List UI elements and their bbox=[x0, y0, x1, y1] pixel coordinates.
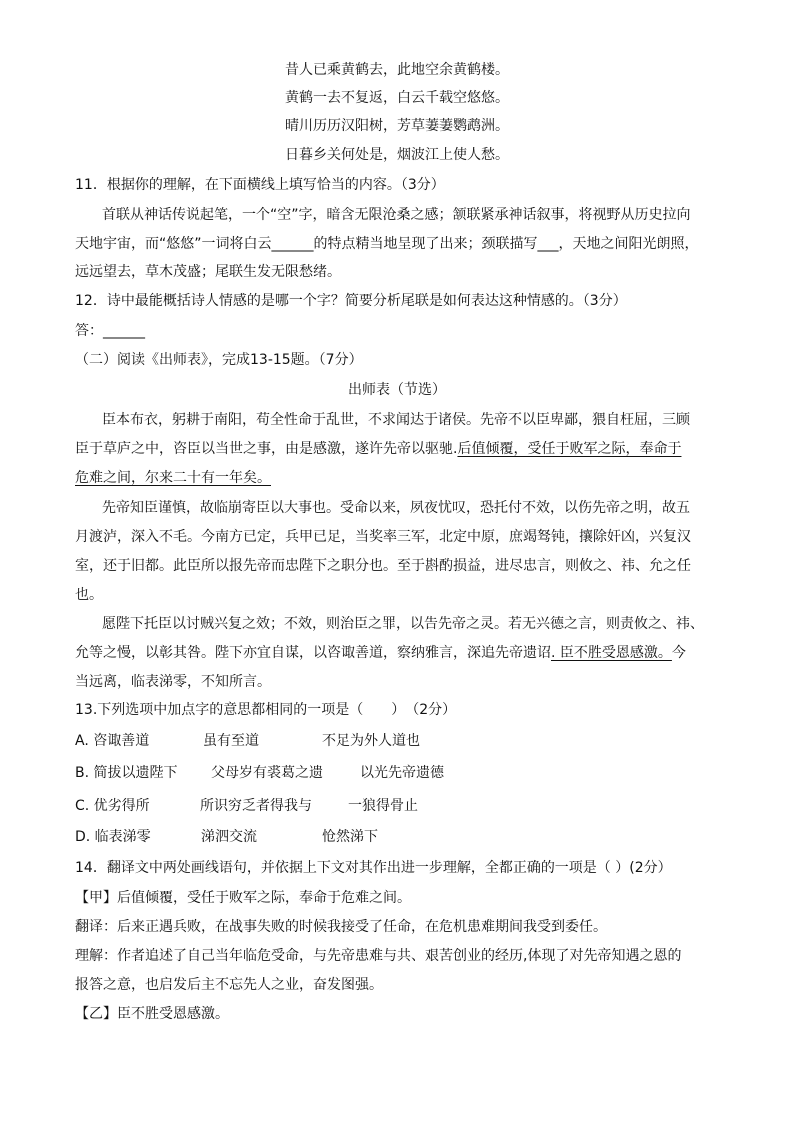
passage-p3-line-2 bbox=[75, 643, 686, 663]
passage-p2-line-4: 也。 bbox=[75, 587, 103, 603]
q11-title: 11．根据你的理解，在下面横线上填写恰当的内容。（3分） bbox=[75, 177, 445, 193]
passage-p2-line-1: 先帝知臣谨慎，故临崩寄臣以大事也。受命以来，夙夜忧叹，恐托付不效，以伤先帝之明，故五 bbox=[102, 500, 690, 516]
option-label: C. 优劣得所 bbox=[75, 798, 150, 814]
underlined-sentence-yi: . 臣不胜受恩感激。 bbox=[551, 645, 672, 661]
option-label: A. 咨诹善道 bbox=[75, 733, 150, 749]
poem-line-1: 昔人已乘黄鹤去，此地空余黄鹤楼。 bbox=[285, 62, 509, 78]
option-compare-2: 一狼得骨止 bbox=[348, 798, 418, 814]
poem-line-4: 日暮乡关何处是，烟波江上使人愁。 bbox=[285, 147, 509, 163]
poem-line-3: 晴川历历汉阳树，芳草萋萋鹦鹉洲。 bbox=[285, 118, 509, 134]
passage-text: 臣于草庐之中，咨臣以当世之事，由是感激，遂许先帝以驱驰. bbox=[75, 441, 458, 457]
q12-title: 12．诗中最能概括诗人情感的是哪一个字？简要分析尾联是如何表达这种情感的。（3分） bbox=[75, 293, 627, 309]
passage-p3-line-3: 当远离，临表涕零，不知所言。 bbox=[75, 674, 271, 690]
passage-p1-line-3 bbox=[75, 468, 271, 488]
passage-p2-line-2: 月渡泸，深入不毛。今南方已定，兵甲已足，当奖率三军，北定中原，庶竭驽钝，攘除奸凶，兴复汉 bbox=[75, 529, 691, 545]
poem-line-2: 黄鹤一去不复返，白云千载空悠悠。 bbox=[285, 90, 509, 106]
option-label: D. 临表涕零 bbox=[75, 829, 151, 845]
option-compare-1: 涕泗交流 bbox=[201, 829, 257, 845]
option-compare-1: 虽有至道 bbox=[203, 733, 259, 749]
q14-understanding-line-1: 理解：作者追述了自己当年临危受命，与先帝患难与共、艰苦创业的经历,体现了对先帝知遇之恩的 bbox=[75, 948, 682, 964]
underlined-sentence-jia-cont: 危难之间，尔来二十有一年矣。 bbox=[75, 470, 271, 486]
q14-understanding-line-2: 报答之意，也启发后主不忘先人之业，奋发图强。 bbox=[75, 977, 383, 993]
passage-p1-line-1: 臣本布衣，躬耕于南阳，苟全性命于乱世，不求闻达于诸侯。先帝不以臣卑鄙，猥自枉屈，三顾 bbox=[102, 412, 690, 428]
q11-paragraph-line-3: 远远望去，草木茂盛；尾联生发无限愁绪。 bbox=[75, 264, 341, 280]
passage-p2-line-3: 室，还于旧都。此臣所以报先帝而忠陛下之职分也。至于斟酌损益，进尽忠言，则攸之、祎、允之任 bbox=[75, 558, 691, 574]
option-compare-1: 父母岁有裘葛之遗 bbox=[211, 765, 323, 781]
passage-text: 今 bbox=[671, 645, 686, 661]
option-label: B. 简拔以遗陛下 bbox=[75, 765, 178, 781]
passage-text: 允等之慢，以彰其咎。陛下亦宜自谋，以咨诹善道，察纳雅言，深追先帝遗诏 bbox=[75, 645, 551, 661]
q14-translation: 翻译：后来正遇兵败，在战事失败的时候我接受了任命，在危机患难期间我受到委任。 bbox=[75, 919, 607, 935]
passage-p1-line-2 bbox=[75, 439, 681, 459]
q14-sentence-yi: 【乙】臣不胜受恩感激。 bbox=[75, 1006, 229, 1022]
option-compare-2: 不足为外人道也 bbox=[322, 733, 420, 749]
section-heading: （二）阅读《出师表》，完成13-15题。（7分） bbox=[75, 352, 363, 368]
underlined-sentence-jia: 后值倾覆，受任于败军之际，奉命于 bbox=[457, 441, 682, 457]
passage-title: 出师表（节选） bbox=[348, 382, 446, 398]
option-compare-2: 以光先帝遗德 bbox=[360, 765, 444, 781]
q13-title: 13.下列选项中加点字的意思都相同的一项是（ ） （2分） bbox=[75, 702, 457, 718]
q14-title: 14．翻译文中两处画线语句，并依据上下文对其作出进一步理解，全都正确的一项是（ ）(2分） bbox=[75, 860, 672, 876]
q11-paragraph-line-1: 首联从神话传说起笔，一个“空”字，暗含无限沧桑之感；颔联紧承神话叙事，将视野从历史拉向 bbox=[102, 207, 691, 223]
q11-paragraph-line-2: 天地宇宙，而“悠悠”一词将白云______的特点精当地呈现了出来；颈联描写___，天地之间阳光朗照， bbox=[75, 236, 699, 252]
option-compare-2: 怆然涕下 bbox=[322, 829, 378, 845]
q12-answer-blank: 答：______ bbox=[75, 323, 145, 339]
option-compare-1: 所识穷乏者得我与 bbox=[200, 798, 312, 814]
passage-p3-line-1: 愿陛下托臣以讨贼兴复之效；不效，则治臣之罪，以告先帝之灵。若无兴德之言，则责攸之、祎、 bbox=[102, 616, 704, 632]
q14-sentence-jia: 【甲】后值倾覆，受任于败军之际，奉命于危难之间。 bbox=[75, 890, 411, 906]
